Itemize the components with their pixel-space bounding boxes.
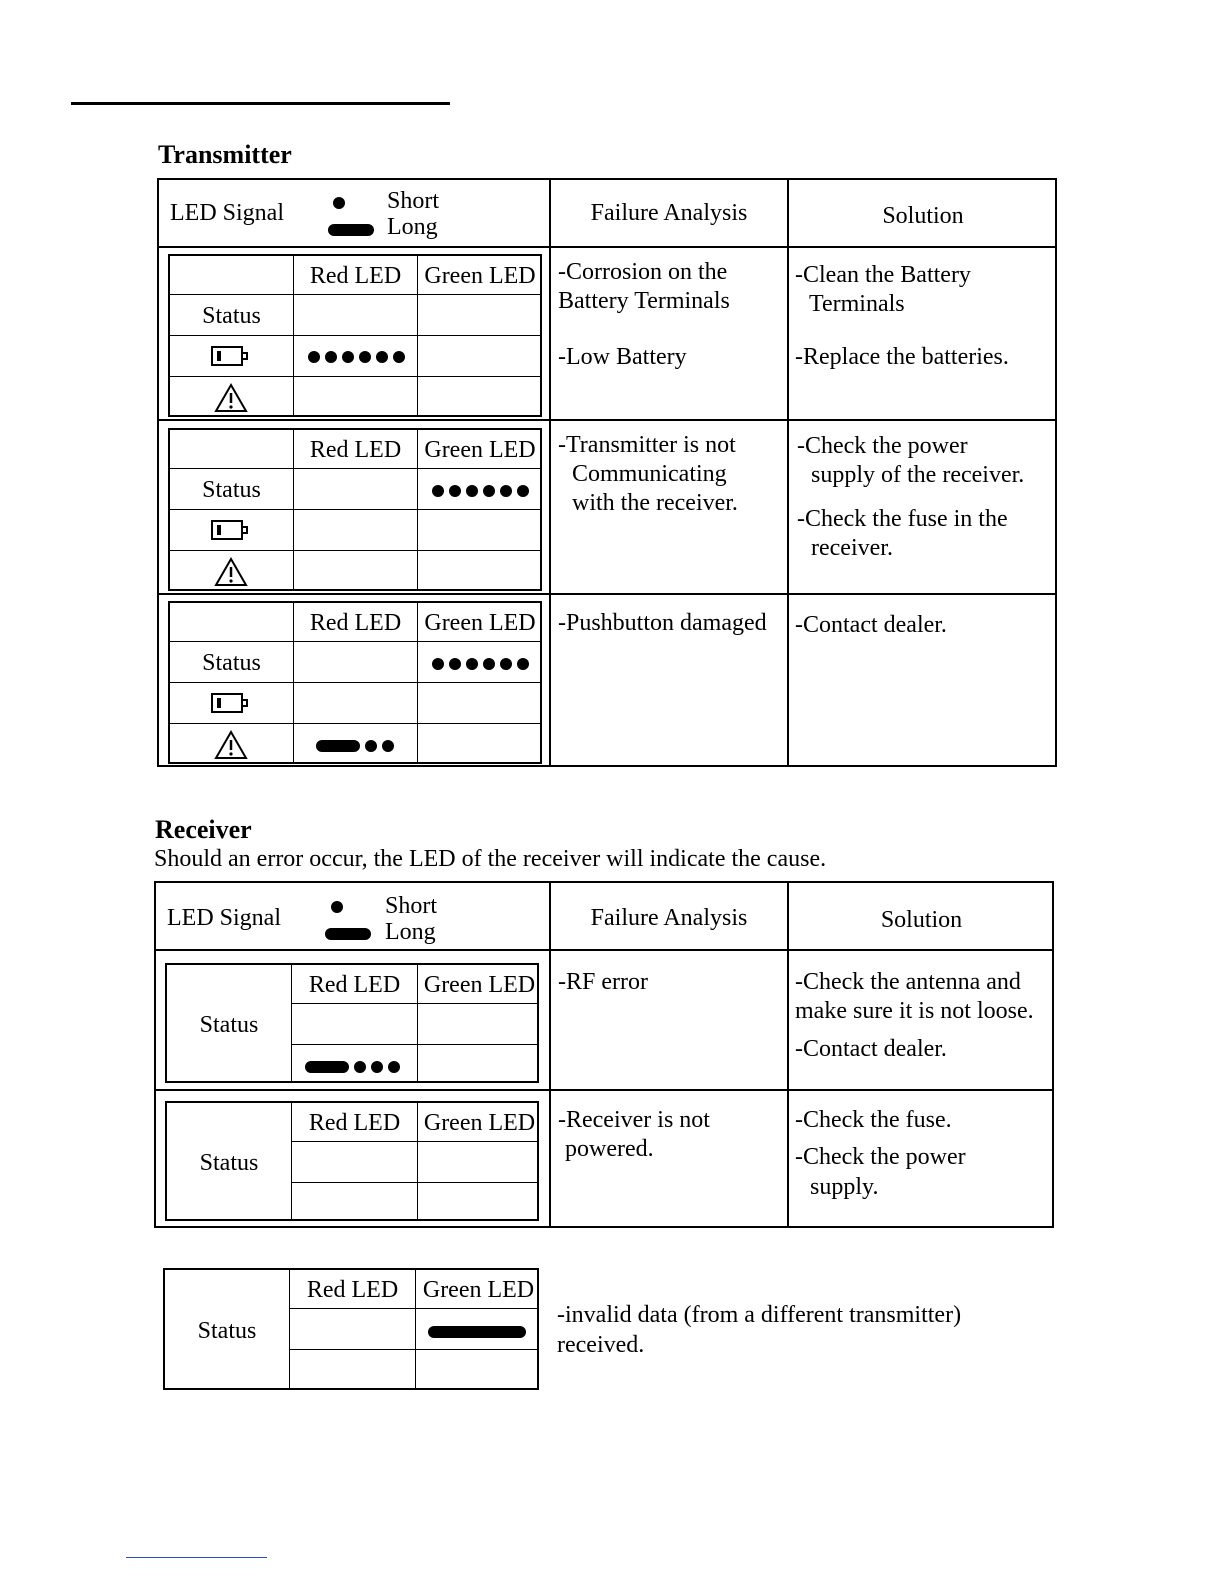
failure-text: -Receiver is not [558,1107,710,1133]
led-pattern-long-continuous [428,1323,526,1341]
legend-long: Long [387,214,438,240]
solution-text: -Check the power [797,433,968,459]
red-led-label: Red LED [309,263,402,289]
failure-text: -RF error [558,969,648,995]
transmitter-heading: Transmitter [158,140,292,169]
solution-text: receiver. [811,535,893,561]
red-led-label: Red LED [308,972,401,998]
status-label: Status [197,1318,257,1344]
led-status-grid [168,254,542,417]
red-led-label: Red LED [306,1277,399,1303]
led-status-grid [163,1268,539,1390]
header-solution: Solution [882,203,964,229]
status-label: Status [199,1012,259,1038]
failure-text: with the receiver. [572,490,738,516]
failure-text: -Transmitter is not [558,432,736,458]
led-pattern-long-short-blinks [316,737,399,755]
green-led-label: Green LED [422,1277,535,1303]
led-status-grid [168,601,542,764]
bottom-rule [126,1557,267,1558]
divider [549,883,551,1226]
led-status-grid [165,1101,539,1221]
warning-icon [214,383,248,413]
receiver-heading: Receiver [155,815,252,844]
failure-text: Battery Terminals [558,288,730,314]
green-led-label: Green LED [424,610,536,636]
top-rule [71,102,450,105]
divider [787,180,789,765]
long-signal-dash-icon [328,224,374,236]
led-pattern-short-blinks [432,482,534,500]
failure-text: -Corrosion on the [558,259,728,285]
battery-icon [211,520,243,540]
status-label: Status [202,477,261,503]
led-status-grid [165,963,539,1083]
divider [159,593,1055,595]
solution-text: -Check the antenna and [795,969,1021,995]
failure-text: received. [557,1332,645,1358]
solution-text: -Contact dealer. [795,1036,947,1062]
failure-text: powered. [565,1136,654,1162]
short-signal-dot-icon [333,197,345,209]
led-pattern-long-short-blinks [305,1058,405,1076]
status-label: Status [202,303,261,329]
solution-text: -Check the power [795,1144,966,1170]
divider [549,180,551,765]
led-pattern-short-blinks [432,655,534,673]
header-led-signal: LED Signal [167,905,281,931]
legend-short: Short [387,188,440,214]
failure-text: -invalid data (from a different transmitter) [557,1302,962,1328]
header-failure-analysis: Failure Analysis [590,905,748,931]
solution-text: make sure it is not loose. [795,998,1034,1024]
warning-icon [214,730,248,760]
solution-text: supply of the receiver. [811,462,1025,488]
failure-text: -Pushbutton damaged [558,610,767,636]
solution-text: -Replace the batteries. [795,344,1009,370]
led-pattern-short-blinks [308,348,410,366]
long-signal-dash-icon [325,928,371,940]
divider [156,1089,1052,1091]
failure-text: -Low Battery [558,344,687,370]
red-led-label: Red LED [309,610,402,636]
green-led-label: Green LED [424,437,536,463]
solution-text: Terminals [809,291,905,317]
red-led-label: Red LED [309,437,402,463]
header-failure-analysis: Failure Analysis [590,200,748,226]
status-label: Status [202,650,261,676]
led-status-grid [168,428,542,591]
green-led-label: Green LED [424,263,536,289]
green-led-label: Green LED [423,972,536,998]
battery-icon [211,346,243,366]
solution-text: -Contact dealer. [795,612,947,638]
divider [159,419,1055,421]
divider [159,246,1055,248]
receiver-table [154,881,1054,1228]
solution-text: supply. [810,1174,879,1200]
solution-text: -Clean the Battery [795,262,971,288]
short-signal-dot-icon [331,901,343,913]
header-solution: Solution [880,907,963,933]
green-led-label: Green LED [423,1110,536,1136]
warning-icon [214,557,248,587]
transmitter-table [157,178,1057,767]
battery-icon [211,693,243,713]
legend-long: Long [385,919,436,945]
divider [156,949,1052,951]
legend-short: Short [385,893,438,919]
status-label: Status [199,1150,259,1176]
failure-text: Communicating [572,461,727,487]
red-led-label: Red LED [308,1110,401,1136]
header-led-signal: LED Signal [170,200,284,226]
receiver-intro: Should an error occur, the LED of the receiver will indicate the cause. [154,846,827,872]
solution-text: -Check the fuse. [795,1107,952,1133]
solution-text: -Check the fuse in the [797,506,1008,532]
